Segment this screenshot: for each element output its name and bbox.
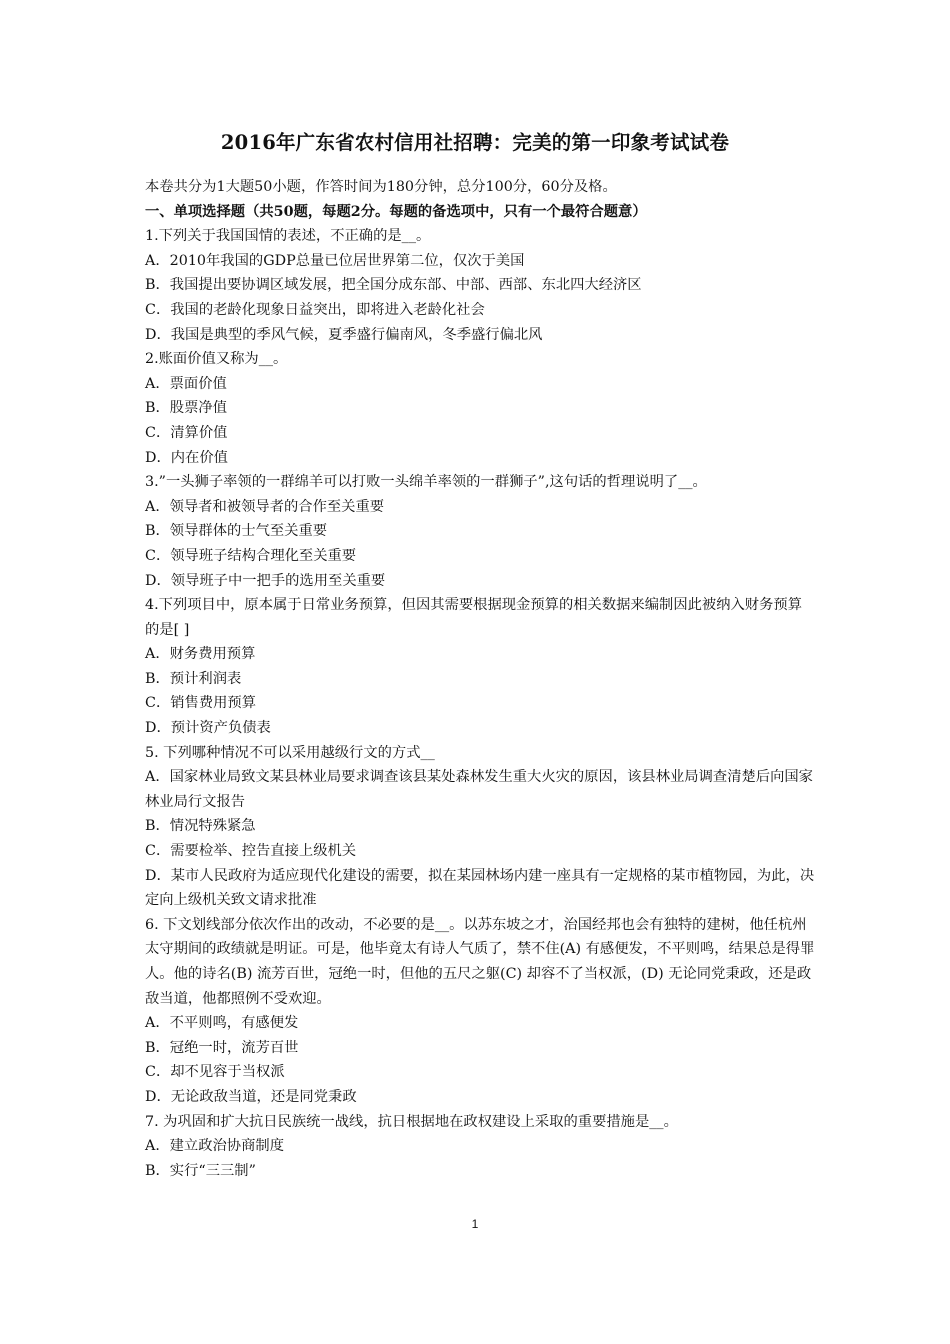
intro-text: 本卷共分为1大题50小题，作答时间为180分钟，总分100分，60分及格。 [145, 179, 617, 195]
question-3-stem: 3.”一头狮子率领的一群绵羊可以打败一头绵羊率领的一群狮子”,这句话的哲理说明了__。 [145, 474, 707, 491]
option-line: C．却不见容于当权派 [145, 1064, 285, 1081]
option-line: A．票面价值 [145, 375, 227, 392]
option-line: D．预计资产负债表 [145, 720, 271, 737]
option-line: B．股票净值 [145, 400, 227, 417]
option-line: D．领导班子中一把手的选用至关重要 [145, 572, 386, 589]
option-line: D．无论政敌当道，还是同党秉政 [145, 1088, 357, 1105]
option-line: B．情况特殊紧急 [145, 818, 256, 835]
option-line: B．我国提出要协调区域发展，把全国分成东部、中部、西部、东北四大经济区 [145, 277, 642, 294]
question-1-stem: 1.下列关于我国国情的表述，不正确的是__。 [145, 228, 431, 245]
option-line: A．2010年我国的GDP总量已位居世界第二位，仅次于美国 [145, 252, 525, 269]
page-number: 1 [471, 1217, 479, 1231]
option-line: B．预计利润表 [145, 670, 242, 687]
option-line: A．不平则鸣，有感便发 [145, 1015, 299, 1032]
question-5-stem: 5. 下列哪种情况不可以采用越级行文的方式__ [145, 744, 435, 761]
option-line: A．建立政治协商制度 [145, 1138, 284, 1155]
option-line: B．领导群体的士气至关重要 [145, 523, 328, 540]
option-line: C．需要检举、控告直接上级机关 [145, 843, 357, 860]
question-4-stem: 4.下列项目中，原本属于日常业务预算，但因其需要根据现金预算的相关数据来编制因此被纳入财务预算的是[ ] [145, 597, 802, 638]
option-line: B．冠绝一时，流芳百世 [145, 1039, 299, 1056]
page-title: 2016年广东省农村信用社招聘：完美的第一印象考试试卷 [220, 131, 730, 154]
option-line: A．国家林业局致文某县林业局要求调查该县某处森林发生重大火灾的原因，该县林业局调查清楚后向国家林业局行文报告 [145, 769, 813, 810]
question-6-stem: 6. 下文划线部分依次作出的改动，不必要的是__。以苏东坡之才，治国经邦也会有独特的建树，他任杭州太守期间的政绩就是明证。可是，他毕竟太有诗人气质了，禁不住(A) 有感便发，不平则鸣，结果总是得罪人。他的诗名(B) 流芳百世，冠绝一时，但他的五尺之躯(C) 却容不了当权派，(D) 无论同党秉政，还是政敌当道，他都照例不受欢迎。 [145, 916, 815, 1007]
option-line: C．我国的老龄化现象日益突出，即将进入老龄化社会 [145, 301, 485, 318]
section-heading: 一、单项选择题（共50题，每题2分。每题的备选项中，只有一个最符合题意） [145, 203, 647, 220]
question-7-stem: 7. 为巩固和扩大抗日民族统一战线，抗日根据地在政权建设上采取的重要措施是__。 [145, 1113, 678, 1130]
document-body [145, 175, 815, 1183]
option-line: D．某市人民政府为适应现代化建设的需要，拟在某园林场内建一座具有一定规格的某市植物园，为此，决定向上级机关致文请求批准 [145, 867, 815, 909]
option-line: D．内在价值 [145, 449, 228, 466]
option-line: A．财务费用预算 [145, 646, 256, 663]
option-line: A．领导者和被领导者的合作至关重要 [145, 498, 385, 515]
option-line: C．销售费用预算 [145, 695, 257, 712]
question-2-stem: 2.账面价值又称为__。 [145, 351, 288, 368]
option-line: C．领导班子结构合理化至关重要 [145, 547, 357, 564]
option-line: B．实行“三三制” [145, 1162, 256, 1179]
option-line: C．清算价值 [145, 424, 228, 441]
option-line: D．我国是典型的季风气候，夏季盛行偏南风，冬季盛行偏北风 [145, 326, 543, 343]
